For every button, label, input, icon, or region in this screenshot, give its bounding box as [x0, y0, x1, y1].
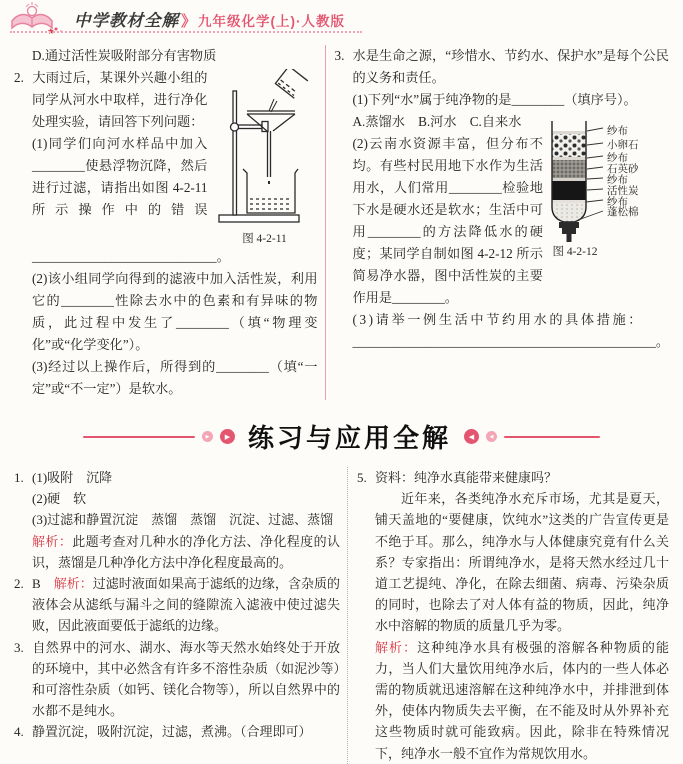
layer-label: 纱布	[607, 153, 628, 164]
divider-line-right	[504, 436, 600, 438]
text-run: 静置沉淀，吸附沉淀，过滤，煮沸。（合理即可）	[32, 724, 312, 740]
text-run: (1)吸附 沉降	[32, 470, 113, 485]
text-run: (1)下列“水”属于纯净物的是________（填序号）。	[352, 92, 637, 107]
exercise-left-column	[14, 45, 318, 400]
layer-label: 纱布	[607, 175, 628, 186]
text-run: D.通过活性炭吸附部分有害物质	[32, 48, 217, 63]
series-title: 中学教材全解	[74, 12, 179, 30]
text-line	[14, 509, 340, 530]
text-line	[14, 356, 318, 400]
item-number: 2.	[14, 576, 24, 592]
item-number: 5.	[357, 470, 367, 485]
text-run: 水是生命之源，“珍惜水、节约水、保护水”是每个公民的义务和责任。	[352, 48, 669, 85]
play-left-icon: ◀	[464, 429, 479, 444]
play-left-icon: ◀	[486, 431, 497, 442]
title-separator: 》	[181, 14, 197, 30]
header-dotted-rule	[10, 31, 362, 33]
text-line	[357, 637, 669, 764]
item-number: 4.	[14, 724, 24, 740]
question-2-block	[14, 67, 318, 400]
text-run: ______________________________________________。	[352, 334, 669, 349]
text-run: 过滤时液面如果高于滤纸的边缘，含杂质的液体会从滤纸与漏斗之间的缝隙流入滤液中使过滤失败，因此液面要低于滤纸的边缘。	[32, 576, 340, 634]
text-line	[14, 45, 318, 67]
text-run: 这种纯净水具有极强的溶解各种物质的能力，当人们大量饮用纯净水后，体内的一些人体必需的物质就迅速溶解在这种纯净水中，并排泄到体外，使体内物质失去平衡，在不能及时从外界补充这些物质时就可能致病。因此，除非在特殊情况下，纯净水一般不宜作为常规饮用水。	[375, 639, 669, 761]
text-line	[14, 268, 318, 356]
text-line	[357, 488, 669, 636]
divider-line-left	[83, 436, 195, 438]
filtration-apparatus-figure	[213, 69, 317, 227]
text-run: 自然界中的河水、湖水、海水等天然水始终处于开放的环境中，其中必然含有许多不溶性杂质（如泥沙等）和可溶性杂质（如钙、镁化合物等），所以自然界中的水都不是纯水。	[32, 639, 340, 719]
page-title	[74, 7, 345, 31]
exercise-right-column	[325, 45, 670, 400]
water-purifier-figure	[545, 119, 605, 245]
item-number: 3.	[334, 48, 345, 63]
text-run: (3)请举一例生活中节约用水的具体措施：	[352, 312, 645, 327]
section-title: 练习与应用全解	[247, 423, 451, 453]
figure-4-2-11	[212, 69, 318, 246]
numbered-item	[14, 721, 340, 742]
book-edition: 九年级化学(上)·人教版	[198, 14, 346, 29]
layer-label: 纱布	[607, 126, 628, 137]
answers-right-column	[347, 467, 669, 764]
text-run: (3)经过以上操作后，所得到的________（填“一定”或“不一定”）是软水。	[32, 359, 318, 396]
figure-4-2-12	[545, 119, 669, 267]
text-run: (3)过滤和静置沉淀 蒸馏 蒸馏 沉淀、过滤、蒸馏	[32, 512, 334, 528]
analysis-label: 解析：	[53, 576, 93, 592]
answers-left-column	[14, 467, 340, 764]
text-run: (1)同学们向河水样品中加入________使悬浮物沉降，然后进行过滤，请指出如图 4-2-11 所示操作中的错误____________________________。	[32, 136, 230, 264]
item-number: 3.	[14, 639, 24, 655]
text-run: B	[32, 576, 54, 592]
option-d-block	[14, 45, 318, 67]
text-line	[335, 309, 670, 331]
layer-label: 石英砂	[607, 164, 639, 175]
play-right-icon: ▶	[202, 431, 213, 442]
text-line	[14, 531, 340, 573]
layer-label: 纱布	[607, 197, 628, 208]
layer-label: 活性炭	[607, 186, 639, 197]
analysis-label: 解析：	[32, 533, 73, 549]
text-run: (2)硬 软	[32, 491, 87, 507]
numbered-item	[14, 637, 340, 722]
layer-label: 小卵石	[607, 140, 639, 151]
numbered-item	[357, 467, 669, 488]
text-run: A.蒸馏水 B.河水 C.自来水	[352, 114, 522, 129]
layer-label: 蓬松棉	[607, 207, 639, 218]
open-book-logo-icon	[6, 1, 64, 40]
text-run: 资料：纯净水真能带来健康吗？	[375, 470, 558, 485]
text-line	[14, 488, 340, 509]
numbered-item	[14, 467, 340, 488]
section-divider	[0, 418, 683, 455]
text-run: (2)该小组同学向得到的滤液中加入活性炭，利用它的________性除去水中的色素和有异味的物质，此过程中发生了________（填“物理变化”或“化学变化”）。	[32, 271, 318, 352]
answers-section	[0, 465, 683, 764]
text-line	[335, 89, 670, 111]
figure-caption: 图 4-2-12	[552, 246, 598, 258]
numbered-item	[14, 573, 340, 637]
page-header	[0, 0, 683, 38]
text-run: (2)云南水资源丰富，但分布不均。有些村民用地下水作为生活用水，人们常用________检验地下水是硬水还是软水；生活中可用________的方法降低水的硬度；某同学自制如图 4-2-12 所示简易净水器，图中活性炭的主要作用是________。	[352, 136, 543, 305]
text-run: 此题考查对几种水的净化方法、净化程度的认识，蒸馏是几种净化方法中净化程度最高的。	[32, 533, 340, 570]
play-right-icon: ▶	[220, 429, 235, 444]
numbered-item	[335, 45, 670, 89]
item-number: 2.	[14, 70, 24, 85]
analysis-label: 解析：	[375, 639, 418, 655]
figure-caption: 图 4-2-11	[242, 233, 287, 245]
item-number: 1.	[14, 470, 24, 485]
text-line	[335, 331, 670, 353]
exercise-section	[0, 38, 683, 402]
text-run: 近年来，各类纯净水充斥市场，尤其是夏天，铺天盖地的“要健康，饮纯水”这类的广告宣传更是不绝于耳。那么，纯净水与人体健康究竟有什么关系？专家指出：所谓纯净水，是将天然水经过几十道工艺提纯、净化，在除去细菌、病毒、污染杂质的同时，也除去了对人体有益的物质，因此，纯净水中溶解的物质的质量几乎为零。	[375, 491, 669, 634]
text-run: 大雨过后，某课外兴趣小组的同学从河水中取样，进行净化处理实验，请回答下列问题：	[32, 70, 208, 129]
